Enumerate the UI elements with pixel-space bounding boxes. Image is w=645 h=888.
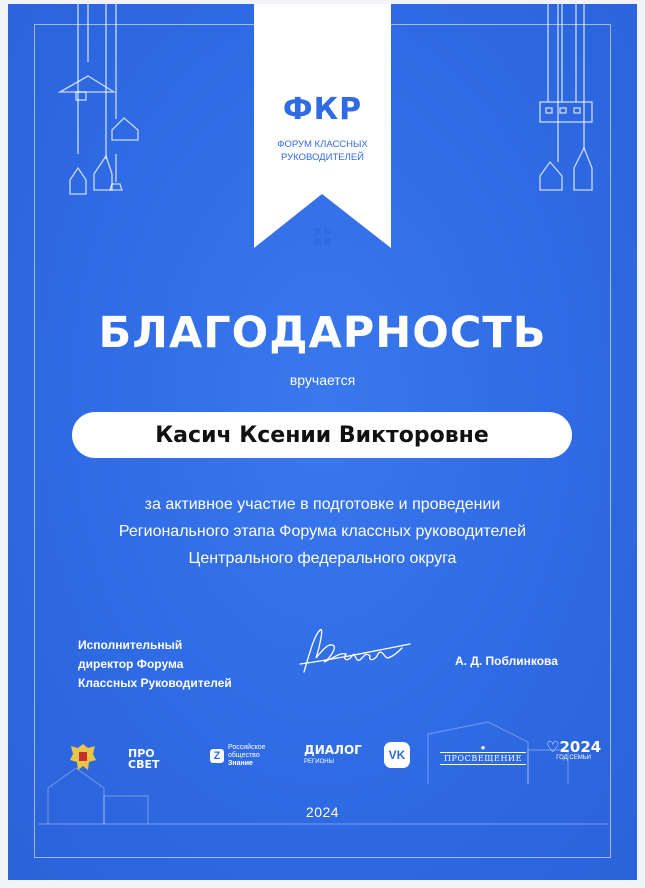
russia-emblem-icon [68, 740, 98, 774]
znanie-icon: Z [210, 749, 224, 763]
certificate [8, 4, 637, 880]
signer-position: Исполнительный директор Форума Классных Руководителей [78, 638, 232, 690]
year-of-family-logo: ♡2024 ГОД СЕМЬИ [546, 738, 602, 761]
recipient-name-box [72, 412, 572, 458]
prosvet-logo: ПРО СВЕТ [128, 747, 160, 771]
awarded-to-label: вручается [289, 372, 356, 388]
znanie-logo: Z Российское общество Знание [210, 744, 266, 768]
signer-name: А. Д. Поблинкова [455, 654, 558, 668]
background-houses-decoration [8, 704, 637, 880]
vk-logo: VK [384, 742, 410, 768]
hanging-houses-left-decoration [48, 4, 158, 204]
award-reason: за активное участие в подготовке и проведении Регионального этапа Форума классных руководителей Центрального федерального округа [118, 496, 527, 567]
handwritten-signature [290, 622, 420, 682]
recipient-name: Касич Ксении Викторовне [155, 422, 489, 448]
fkr-logo: ФКР [282, 92, 363, 127]
certificate-year: 2024 [305, 804, 340, 820]
fkr-logo-subtitle: ФОРУМ КЛАССНЫХ РУКОВОДИТЕЛЕЙ [277, 139, 368, 163]
certificate-title: БЛАГОДАРНОСТЬ [98, 308, 547, 358]
hanging-houses-right-decoration [518, 4, 618, 204]
dialog-regions-logo: ДИАЛОГ РЕГИОНЫ [304, 743, 362, 765]
partner-logos [58, 734, 602, 786]
prosveshchenie-logo: ● ПРОСВЕЩЕНИЕ [440, 744, 526, 765]
logo-ribbon [254, 4, 391, 248]
